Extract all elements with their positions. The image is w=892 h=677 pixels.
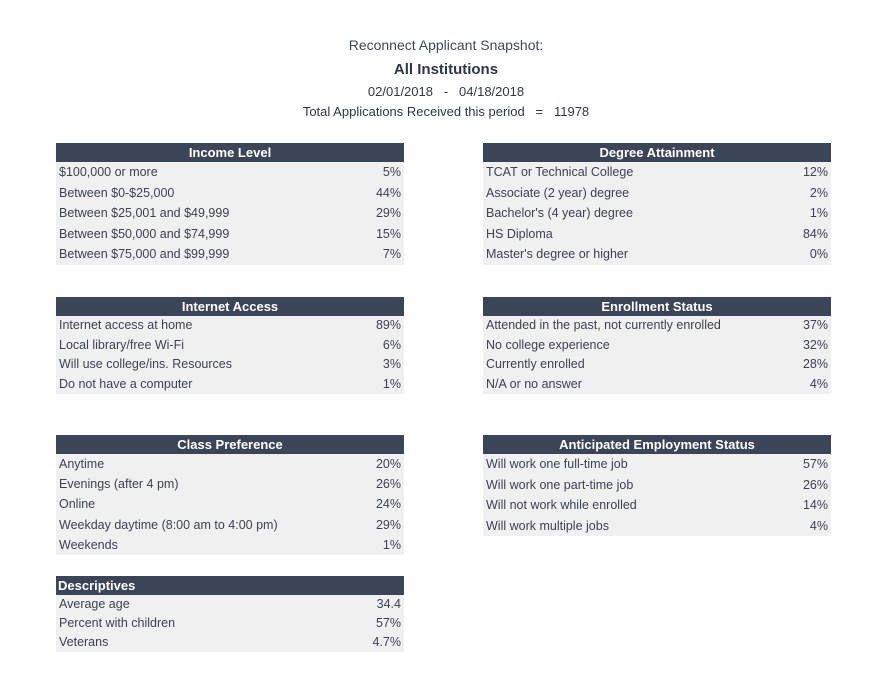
income-level-table xyxy=(56,143,404,265)
table-body xyxy=(56,316,404,394)
table-row xyxy=(483,203,831,224)
row-value: 12% xyxy=(802,165,828,179)
table-row xyxy=(483,495,831,516)
row-label: Internet access at home xyxy=(59,318,193,332)
table-row xyxy=(56,162,404,183)
table-row xyxy=(56,515,404,535)
row-value: 57% xyxy=(375,616,401,630)
row-value: 3% xyxy=(382,357,401,371)
row-value: 44% xyxy=(375,185,401,200)
row-value: 1% xyxy=(809,206,828,220)
table-header: Descriptives xyxy=(56,576,404,595)
row-label: Bachelor's (4 year) degree xyxy=(486,206,633,220)
row-value: 84% xyxy=(802,226,828,241)
class-preference-table xyxy=(56,435,404,555)
row-value: 29% xyxy=(375,206,401,220)
row-label: Associate (2 year) degree xyxy=(486,185,630,200)
row-label: Average age xyxy=(59,597,130,611)
report-title: Reconnect Applicant Snapshot: xyxy=(348,37,544,53)
row-label: Online xyxy=(59,497,96,512)
row-label: Between $50,000 and $74,999 xyxy=(59,226,230,241)
table-body xyxy=(56,595,404,652)
table-row xyxy=(483,244,831,265)
row-label: Percent with children xyxy=(59,616,176,630)
descriptives-table xyxy=(56,576,404,652)
table-row xyxy=(483,475,831,496)
row-value: 4% xyxy=(809,518,828,533)
row-label: Attended in the past, not currently enrolled xyxy=(486,318,721,332)
row-label: N/A or no answer xyxy=(486,376,582,391)
date-end: 04/18/2018 xyxy=(459,84,525,99)
table-row xyxy=(56,454,404,474)
table-row xyxy=(483,516,831,537)
table-row xyxy=(483,355,831,375)
row-label: Will use college/ins. Resources xyxy=(59,357,232,371)
row-value: 26% xyxy=(375,477,401,492)
row-value: 6% xyxy=(382,337,401,352)
table-header: Income Level xyxy=(56,143,404,162)
row-label: Between $25,001 and $49,999 xyxy=(59,206,230,220)
table-row xyxy=(483,224,831,245)
table-row xyxy=(56,595,404,614)
enrollment-status-table xyxy=(483,297,831,394)
table-body xyxy=(483,316,831,394)
total-value: 11978 xyxy=(553,104,590,119)
row-label: Between $75,000 and $99,999 xyxy=(59,247,230,261)
table-body xyxy=(483,454,831,536)
row-value: 7% xyxy=(382,247,401,261)
row-label: Will work one full-time job xyxy=(486,457,628,471)
table-body xyxy=(483,162,831,265)
table-header: Degree Attainment xyxy=(483,143,831,162)
table-row xyxy=(56,494,404,514)
table-row xyxy=(483,162,831,183)
row-value: 32% xyxy=(802,337,828,352)
row-value: 20% xyxy=(375,457,401,471)
row-label: Anytime xyxy=(59,457,105,471)
row-value: 89% xyxy=(375,318,401,332)
table-row xyxy=(56,203,404,224)
table-row xyxy=(483,375,831,395)
total-label: Total Applications Received this period xyxy=(302,104,525,119)
row-label: Weekends xyxy=(59,537,118,552)
table-row xyxy=(56,535,404,555)
row-label: Will work one part-time job xyxy=(486,477,634,492)
employment-status-table xyxy=(483,435,831,536)
row-label: Between $0-$25,000 xyxy=(59,185,175,200)
table-row xyxy=(483,183,831,204)
row-value: 1% xyxy=(382,537,401,552)
table-row xyxy=(56,375,404,395)
row-label: Local library/free Wi-Fi xyxy=(59,337,185,352)
row-label: HS Diploma xyxy=(486,226,553,241)
row-value: 2% xyxy=(809,185,828,200)
table-row xyxy=(483,336,831,356)
row-label: Veterans xyxy=(59,635,109,649)
row-label: Evenings (after 4 pm) xyxy=(59,477,179,492)
table-header: Enrollment Status xyxy=(483,297,831,316)
table-row xyxy=(56,614,404,633)
table-row xyxy=(56,336,404,356)
row-label: Will work multiple jobs xyxy=(486,518,609,533)
row-value: 34.4 xyxy=(376,597,401,611)
row-label: Weekday daytime (8:00 am to 4:00 pm) xyxy=(59,517,278,532)
row-value: 4% xyxy=(809,376,828,391)
row-label: $100,000 or more xyxy=(59,165,158,179)
row-label: No college experience xyxy=(486,337,610,352)
row-value: 0% xyxy=(809,247,828,261)
table-row xyxy=(56,633,404,652)
row-value: 57% xyxy=(802,457,828,471)
internet-access-table xyxy=(56,297,404,394)
total-equals: = xyxy=(535,104,544,119)
row-value: 26% xyxy=(802,477,828,492)
row-label: Do not have a computer xyxy=(59,376,193,391)
date-range xyxy=(0,84,892,99)
row-label: Will not work while enrolled xyxy=(486,498,637,512)
degree-attainment-table xyxy=(483,143,831,265)
table-row xyxy=(56,183,404,204)
table-header: Class Preference xyxy=(56,435,404,454)
table-row xyxy=(483,454,831,475)
table-row xyxy=(483,316,831,336)
row-value: 4.7% xyxy=(372,635,401,649)
table-body xyxy=(56,162,404,265)
row-value: 14% xyxy=(802,498,828,512)
row-value: 37% xyxy=(802,318,828,332)
table-row xyxy=(56,316,404,336)
table-row xyxy=(56,474,404,494)
table-header: Anticipated Employment Status xyxy=(483,435,831,454)
institution-title: All Institutions xyxy=(393,61,499,78)
row-label: Currently enrolled xyxy=(486,357,585,371)
row-value: 28% xyxy=(802,357,828,371)
table-row xyxy=(56,224,404,245)
row-label: TCAT or Technical College xyxy=(486,165,634,179)
row-value: 29% xyxy=(375,517,401,532)
row-label: Master's degree or higher xyxy=(486,247,629,261)
date-start: 02/01/2018 xyxy=(367,84,433,99)
table-row xyxy=(56,355,404,375)
row-value: 24% xyxy=(375,497,401,512)
row-value: 15% xyxy=(375,226,401,241)
table-header: Internet Access xyxy=(56,297,404,316)
total-applications xyxy=(0,104,892,119)
row-value: 1% xyxy=(382,376,401,391)
date-separator: - xyxy=(443,84,449,99)
row-value: 5% xyxy=(382,165,401,179)
table-body xyxy=(56,454,404,555)
table-row xyxy=(56,244,404,265)
